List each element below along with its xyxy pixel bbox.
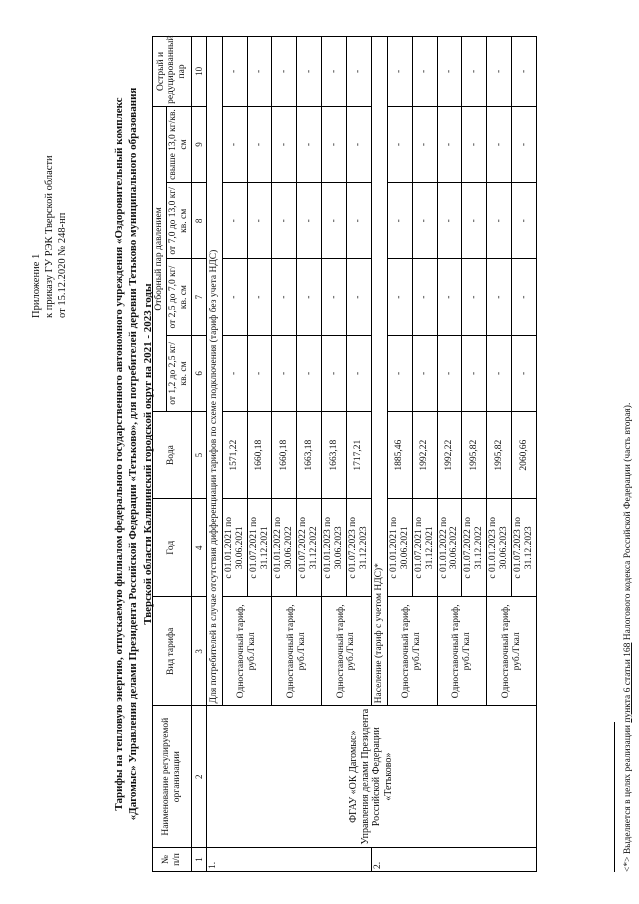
title-line-1: Тарифы на тепловую энергию, отпускаемую филиалом федерального государственного автономного учреждения «Оздоровительный комплекс xyxy=(113,97,125,811)
dash-cell: - xyxy=(272,335,297,411)
tariff-type-cell: Одноставочный тариф, руб./Гкал xyxy=(387,597,437,706)
period-cell: с 01.07.2023 по 31.12.2023 xyxy=(346,499,371,597)
dash-cell: - xyxy=(272,106,297,182)
dash-cell: - xyxy=(297,106,322,182)
column-index-cell: 8 xyxy=(191,183,206,259)
dash-cell: - xyxy=(272,259,297,335)
dash-cell: - xyxy=(437,106,462,182)
period-cell: с 01.01.2023 по 30.06.2023 xyxy=(322,499,347,597)
period-cell: с 01.01.2021 по 30.06.2021 xyxy=(222,499,247,597)
dash-cell: - xyxy=(387,106,412,182)
tariff-type-cell: Одноставочный тариф, руб./Гкал xyxy=(222,597,272,706)
dash-cell: - xyxy=(437,335,462,411)
section-title: Для потребителей в случае отсутствия дифференциации тарифов по схеме подключения (тариф без учета НДС) xyxy=(206,37,222,706)
column-index-row xyxy=(191,37,206,872)
header-sharp-steam: Острый и редуцированный пар xyxy=(153,37,192,107)
water-value-cell: 1992,22 xyxy=(412,412,437,499)
header-year: Год xyxy=(153,499,192,597)
dash-cell: - xyxy=(222,37,247,107)
water-value-cell: 1663,18 xyxy=(297,412,322,499)
period-cell: с 01.07.2021 по 31.12.2021 xyxy=(412,499,437,597)
dash-cell: - xyxy=(346,37,371,107)
dash-cell: - xyxy=(222,335,247,411)
footnote-link[interactable]: пункта 6 статьи 168 xyxy=(623,642,633,723)
dash-cell: - xyxy=(487,335,512,411)
column-index-cell: 2 xyxy=(191,706,206,848)
dash-cell: - xyxy=(512,183,537,259)
dash-cell: - xyxy=(487,106,512,182)
header-tariff-type: Вид тарифа xyxy=(153,597,192,706)
column-index-cell: 4 xyxy=(191,499,206,597)
dash-cell: - xyxy=(512,259,537,335)
dash-cell: - xyxy=(247,335,272,411)
dash-cell: - xyxy=(346,106,371,182)
period-cell: с 01.01.2022 по 30.06.2022 xyxy=(272,499,297,597)
dash-cell: - xyxy=(247,259,272,335)
table-body xyxy=(206,37,536,872)
tariff-type-cell: Одноставочный тариф, руб./Гкал xyxy=(487,597,537,706)
column-index-cell: 6 xyxy=(191,335,206,411)
period-cell: с 01.01.2021 по 30.06.2021 xyxy=(387,499,412,597)
water-value-cell: 1663,18 xyxy=(322,412,347,499)
section-number: 2. xyxy=(371,848,536,872)
dash-cell: - xyxy=(387,259,412,335)
dash-cell: - xyxy=(322,106,347,182)
dash-cell: - xyxy=(437,183,462,259)
dash-cell: - xyxy=(387,37,412,107)
dash-cell: - xyxy=(487,259,512,335)
column-index-cell: 5 xyxy=(191,412,206,499)
footnote-rule xyxy=(614,722,615,872)
title-line-3: Тверской области Калининский городской округ на 2021 - 2023 годы xyxy=(141,283,154,625)
dash-cell: - xyxy=(462,335,487,411)
dash-cell: - xyxy=(412,106,437,182)
appendix-line-2: к приказу ГУ РЭК Тверской области xyxy=(44,155,56,318)
dash-cell: - xyxy=(322,335,347,411)
header-pressure-4: свыше 13,0 кг/кв. см xyxy=(166,106,191,182)
period-cell: с 01.07.2022 по 31.12.2022 xyxy=(462,499,487,597)
organization-name: ФГАУ «ОК Дагомыс» Управления делами Президента Российской Федерации «Тетьково» xyxy=(206,706,536,848)
document-title xyxy=(112,44,155,864)
dash-cell: - xyxy=(512,335,537,411)
dash-cell: - xyxy=(297,259,322,335)
header-num: № п/п xyxy=(153,848,192,872)
water-value-cell: 1717,21 xyxy=(346,412,371,499)
dash-cell: - xyxy=(247,183,272,259)
footnote-prefix: <*> Выделяется в целях реализации xyxy=(623,722,633,872)
header-steam-group: Отборный пар давлением xyxy=(153,106,167,411)
water-value-cell: 1995,82 xyxy=(487,412,512,499)
header-pressure-1: от 1,2 до 2,5 кг/кв. см xyxy=(166,335,191,411)
dash-cell: - xyxy=(512,37,537,107)
water-value-cell: 1660,18 xyxy=(272,412,297,499)
dash-cell: - xyxy=(412,37,437,107)
dash-cell: - xyxy=(387,335,412,411)
dash-cell: - xyxy=(297,335,322,411)
title-line-2: «Дагомыс» Управления делами Президента Российской Федерации «Тетьково», для потребителей деревни Тетьково муниципального образования xyxy=(127,87,140,821)
header-pressure-2: от 2,5 до 7,0 кг/кв. см xyxy=(166,259,191,335)
dash-cell: - xyxy=(412,335,437,411)
dash-cell: - xyxy=(247,106,272,182)
dash-cell: - xyxy=(222,106,247,182)
dash-cell: - xyxy=(462,37,487,107)
period-cell: с 01.07.2023 по 31.12.2023 xyxy=(512,499,537,597)
dash-cell: - xyxy=(387,183,412,259)
appendix-line-3: от 15.12.2020 № 248-нп xyxy=(57,212,69,318)
header-org: Наименование регулируемой организации xyxy=(153,706,192,848)
dash-cell: - xyxy=(462,183,487,259)
appendix-block xyxy=(30,38,69,318)
footnote-suffix: Налогового кодекса Российской Федерации (часть вторая). xyxy=(623,402,633,643)
water-value-cell: 1660,18 xyxy=(247,412,272,499)
dash-cell: - xyxy=(222,183,247,259)
section-row xyxy=(206,37,222,872)
section-number: 1. xyxy=(206,848,371,872)
dash-cell: - xyxy=(412,183,437,259)
tariff-table xyxy=(152,36,537,872)
rotated-document-page xyxy=(24,12,639,892)
dash-cell: - xyxy=(437,37,462,107)
water-value-cell: 1885,46 xyxy=(387,412,412,499)
dash-cell: - xyxy=(346,183,371,259)
dash-cell: - xyxy=(322,183,347,259)
dash-cell: - xyxy=(322,37,347,107)
tariff-type-cell: Одноставочный тариф, руб./Гкал xyxy=(322,597,372,706)
footnote xyxy=(614,32,633,872)
dash-cell: - xyxy=(462,106,487,182)
tariff-type-cell: Одноставочный тариф, руб./Гкал xyxy=(437,597,487,706)
header-pressure-3: от 7,0 до 13,0 кг/кв. см xyxy=(166,183,191,259)
column-index-cell: 10 xyxy=(191,37,206,107)
dash-cell: - xyxy=(247,37,272,107)
appendix-line-1: Приложение 1 xyxy=(31,253,42,318)
dash-cell: - xyxy=(462,259,487,335)
tariff-type-cell: Одноставочный тариф, руб./Гкал xyxy=(272,597,322,706)
dash-cell: - xyxy=(346,335,371,411)
column-index-cell: 3 xyxy=(191,597,206,706)
column-index-cell: 7 xyxy=(191,259,206,335)
column-index-cell: 9 xyxy=(191,106,206,182)
water-value-cell: 1995,82 xyxy=(462,412,487,499)
period-cell: с 01.07.2021 по 31.12.2021 xyxy=(247,499,272,597)
dash-cell: - xyxy=(437,259,462,335)
dash-cell: - xyxy=(487,183,512,259)
water-value-cell: 1992,22 xyxy=(437,412,462,499)
water-value-cell: 2060,66 xyxy=(512,412,537,499)
column-index-cell: 1 xyxy=(191,848,206,872)
dash-cell: - xyxy=(322,259,347,335)
period-cell: с 01.07.2022 по 31.12.2022 xyxy=(297,499,322,597)
dash-cell: - xyxy=(412,259,437,335)
dash-cell: - xyxy=(512,106,537,182)
dash-cell: - xyxy=(222,259,247,335)
dash-cell: - xyxy=(297,183,322,259)
water-value-cell: 1571,22 xyxy=(222,412,247,499)
dash-cell: - xyxy=(272,37,297,107)
header-water: Вода xyxy=(153,412,192,499)
period-cell: с 01.01.2022 по 30.06.2022 xyxy=(437,499,462,597)
dash-cell: - xyxy=(297,37,322,107)
period-cell: с 01.01.2023 по 30.06.2023 xyxy=(487,499,512,597)
dash-cell: - xyxy=(272,183,297,259)
dash-cell: - xyxy=(346,259,371,335)
section-title: Население (тариф с учетом НДС)* xyxy=(371,37,387,706)
dash-cell: - xyxy=(487,37,512,107)
